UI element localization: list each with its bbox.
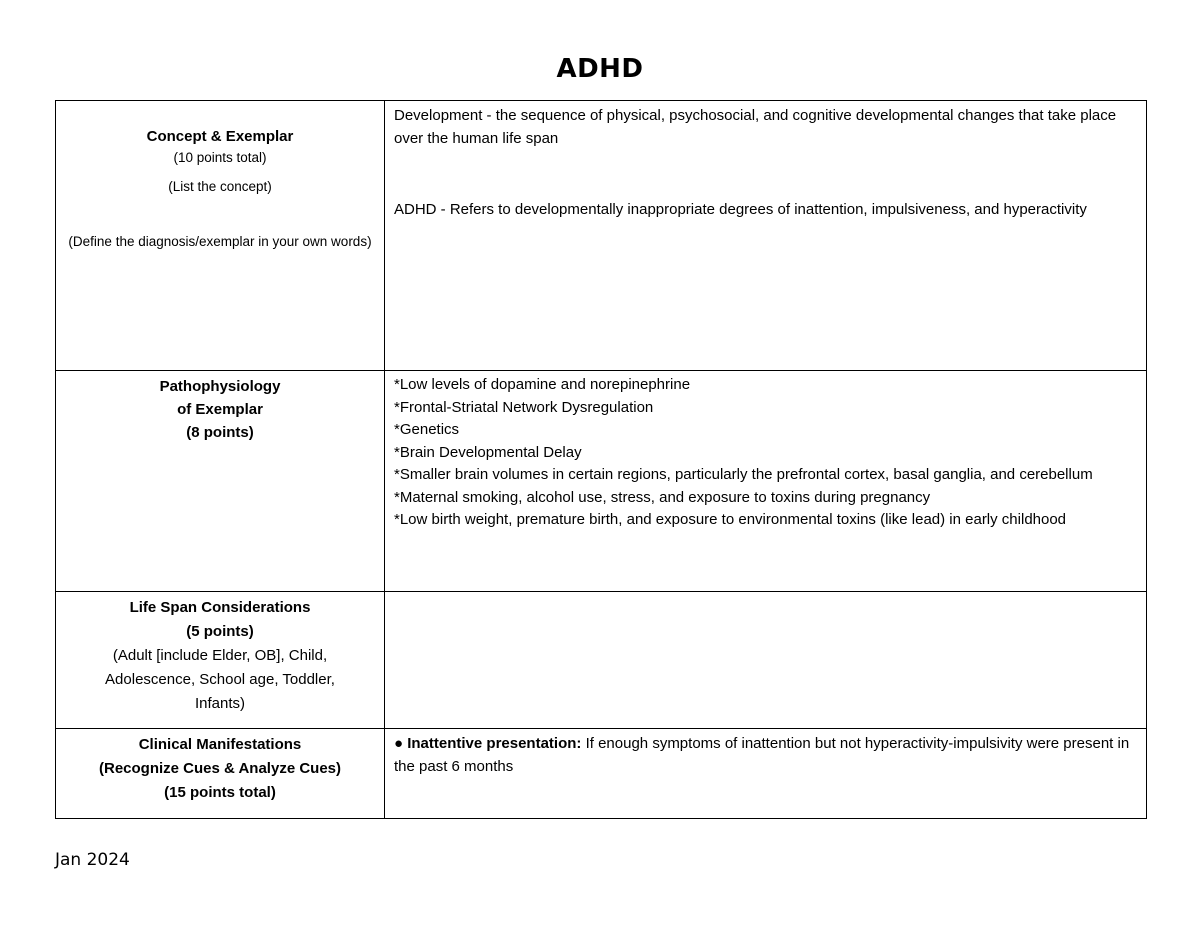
patho-heading-line2: of Exemplar xyxy=(177,401,263,418)
lifespan-heading: Life Span Considerations xyxy=(129,599,311,616)
patho-item: *Smaller brain volumes in certain regions, particularly the prefrontal cortex, basal ganglia, and cerebellum xyxy=(394,466,1093,483)
patho-item: *Low birth weight, premature birth, and exposure to environmental toxins (like lead) in early childhood xyxy=(394,511,1067,528)
table-row-lifespan xyxy=(56,592,1147,729)
patho-item: *Low levels of dopamine and norepinephrine xyxy=(394,376,691,393)
patho-item: *Genetics xyxy=(394,421,460,438)
lifespan-note: (Adult [include Elder, OB], Child, Adolescence, School age, Toddler, Infants) xyxy=(105,647,335,712)
clinical-bullet-label: ● Inattentive presentation: xyxy=(394,735,582,752)
clinical-label-cell xyxy=(56,729,385,819)
concept-define-note: (Define the diagnosis/exemplar in your own words) xyxy=(68,234,372,249)
patho-item: *Frontal-Striatal Network Dysregulation xyxy=(394,398,654,416)
footer-date: Jan 2024 xyxy=(55,850,130,870)
patho-item: *Brain Developmental Delay xyxy=(394,443,582,461)
patho-item: *Maternal smoking, alcohol use, stress, and exposure to toxins during pregnancy xyxy=(394,488,931,506)
concept-content-cell xyxy=(385,101,1147,371)
table-row-pathophysiology xyxy=(56,371,1147,592)
clinical-content-cell xyxy=(385,729,1147,819)
clinical-points: (15 points total) xyxy=(164,784,276,801)
patho-content-cell xyxy=(385,371,1147,592)
clinical-heading-line2: (Recognize Cues & Analyze Cues) xyxy=(99,760,341,777)
patho-label-cell xyxy=(56,371,385,592)
lifespan-label-cell xyxy=(56,592,385,729)
clinical-heading-line1: Clinical Manifestations xyxy=(138,736,302,753)
lifespan-points: (5 points) xyxy=(186,623,254,640)
table-row-clinical xyxy=(56,729,1147,819)
concept-points: (10 points total) xyxy=(173,150,267,165)
table-row-concept xyxy=(56,101,1147,371)
patho-heading-line1: Pathophysiology xyxy=(159,378,281,395)
concept-definition-development: Development - the sequence of physical, psychosocial, and cognitive developmental changes that take place over the human life span xyxy=(394,107,1117,147)
patho-points: (8 points) xyxy=(186,424,254,441)
clinical-bullet-text: If enough symptoms of inattention but not hyperactivity-impulsivity were present in the past 6 months xyxy=(394,735,1130,775)
concept-heading: Concept & Exemplar xyxy=(146,128,294,145)
concept-label-cell xyxy=(56,101,385,371)
concept-list-note: (List the concept) xyxy=(168,179,272,194)
lifespan-content-cell xyxy=(385,592,1147,729)
concept-definition-adhd: ADHD - Refers to developmentally inappropriate degrees of inattention, impulsiveness, and hyperactivity xyxy=(394,201,1087,218)
concept-map-table xyxy=(55,100,1147,819)
page-title: ADHD xyxy=(556,54,644,84)
